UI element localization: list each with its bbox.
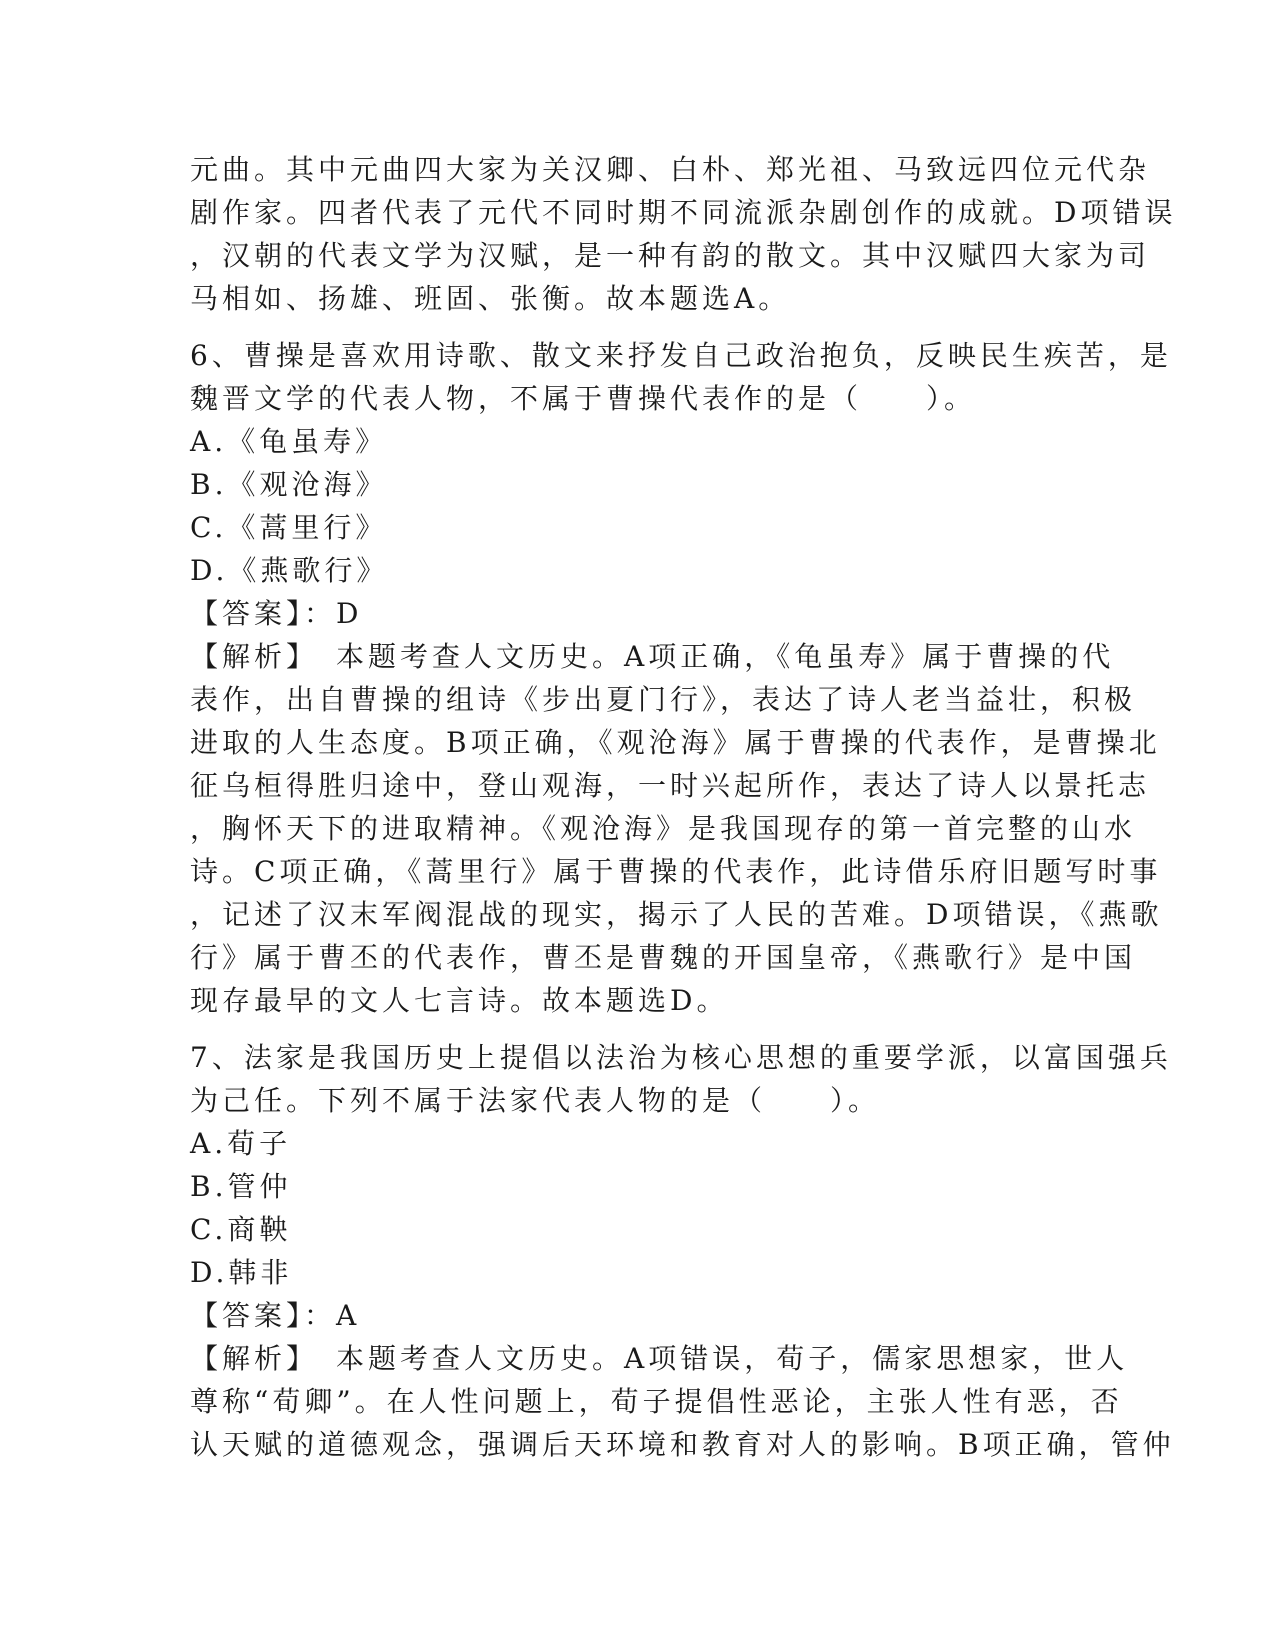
explanation-line: 尊称“荀卿”。在人性问题上，荀子提倡性恶论，主张人性有恶，否 bbox=[190, 1385, 1123, 1418]
explanation-line: 【解析】 本题考查人文历史。A项正确，《龟虽寿》属于曹操的代 bbox=[190, 640, 1115, 673]
question-7 bbox=[190, 1036, 1175, 1466]
explanation-line: ，胸怀天下的进取精神。《观沧海》是我国现存的第一首完整的山水 bbox=[190, 812, 1137, 845]
answer-line: 【答案】：D bbox=[190, 597, 363, 630]
option-c: C.《蒿里行》 bbox=[190, 511, 388, 544]
question-stem: 6、曹操是喜欢用诗歌、散文来抒发自己政治抱负，反映民生疾苦，是 bbox=[190, 339, 1172, 372]
question-stem: 魏晋文学的代表人物，不属于曹操代表作的是（ ）。 bbox=[190, 382, 977, 415]
spacer bbox=[190, 1022, 1082, 1036]
document-page bbox=[190, 148, 1177, 1466]
option-a: A.《龟虽寿》 bbox=[190, 425, 388, 458]
explanation-line: 诗。C项正确，《蒿里行》属于曹操的代表作，此诗借乐府旧题写时事 bbox=[190, 855, 1162, 888]
explanation-line: 征乌桓得胜归途中，登山观海，一时兴起所作，表达了诗人以景托志 bbox=[190, 769, 1151, 802]
answer-line: 【答案】：A bbox=[190, 1299, 361, 1332]
explanation-line: ，汉朝的代表文学为汉赋，是一种有韵的散文。其中汉赋四大家为司 bbox=[190, 239, 1151, 272]
explanation-line: 现存最早的文人七言诗。故本题选D。 bbox=[190, 984, 729, 1017]
explanation-line: 行》属于曹丕的代表作，曹丕是曹魏的开国皇帝，《燕歌行》是中国 bbox=[190, 941, 1137, 974]
question-6 bbox=[190, 334, 1172, 1022]
explanation-line: 表作，出自曹操的组诗《步出夏门行》，表达了诗人老当益壮，积极 bbox=[190, 683, 1137, 716]
question-stem: 7、法家是我国历史上提倡以法治为核心思想的重要学派，以富国强兵 bbox=[190, 1041, 1172, 1074]
option-a: A.荀子 bbox=[190, 1127, 292, 1160]
option-b: B.《观沧海》 bbox=[190, 468, 388, 501]
explanation-line: 认天赋的道德观念，强调后天环境和教育对人的影响。B项正确，管仲 bbox=[190, 1428, 1175, 1461]
option-d: D.《燕歌行》 bbox=[190, 554, 389, 587]
explanation-line: ，记述了汉末军阀混战的现实，揭示了人民的苦难。D项错误，《燕歌 bbox=[190, 898, 1163, 931]
option-c: C.商鞅 bbox=[190, 1213, 292, 1246]
spacer bbox=[190, 320, 1082, 334]
explanation-line: 剧作家。四者代表了元代不同时期不同流派杂剧创作的成就。D项错误 bbox=[190, 196, 1177, 229]
explanation-line: 【解析】 本题考查人文历史。A项错误，荀子，儒家思想家，世人 bbox=[190, 1342, 1129, 1375]
question-stem: 为己任。下列不属于法家代表人物的是（ ）。 bbox=[190, 1084, 881, 1117]
explanation-line: 马相如、扬雄、班固、张衡。故本题选A。 bbox=[190, 282, 791, 315]
previous-explanation bbox=[190, 148, 1177, 320]
option-b: B.管仲 bbox=[190, 1170, 292, 1203]
explanation-line: 进取的人生态度。B项正确，《观沧海》属于曹操的代表作，是曹操北 bbox=[190, 726, 1161, 759]
option-d: D.韩非 bbox=[190, 1256, 293, 1289]
explanation-line: 元曲。其中元曲四大家为关汉卿、白朴、郑光祖、马致远四位元代杂 bbox=[190, 153, 1151, 186]
